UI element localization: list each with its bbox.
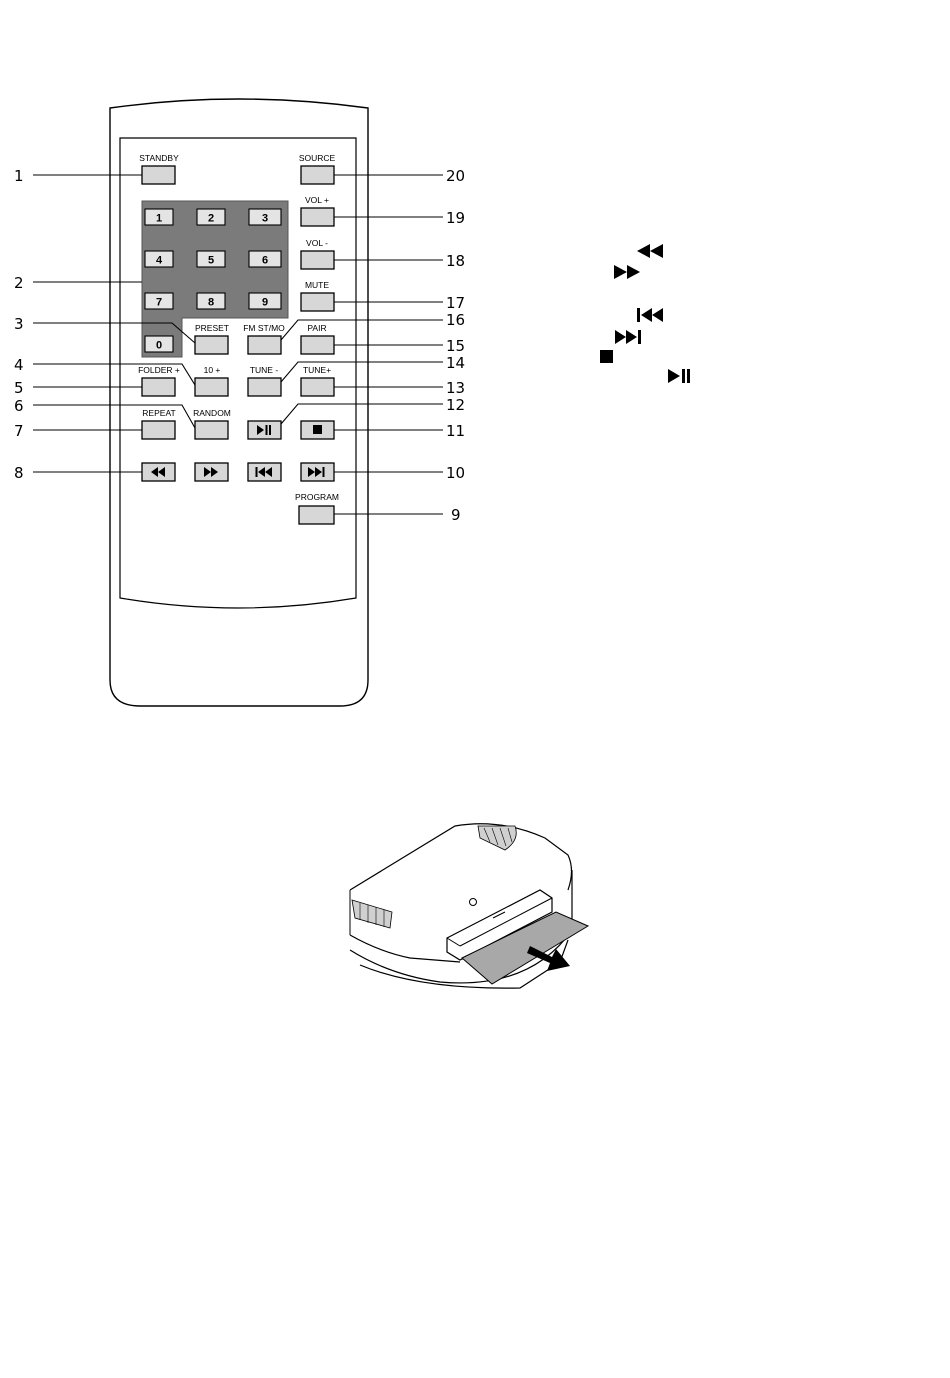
numkey-6[interactable] <box>249 251 281 267</box>
source-label: SOURCE <box>298 153 336 163</box>
random-label: RANDOM <box>193 408 231 418</box>
tune-up-button[interactable] <box>301 365 334 396</box>
program-button[interactable] <box>295 492 339 524</box>
pair-label: PAIR <box>307 323 327 333</box>
symbol-list <box>600 244 690 383</box>
callout-20: 20 <box>446 167 466 185</box>
fast-forward-button[interactable] <box>195 463 228 481</box>
stop-icon <box>600 350 613 363</box>
fm-st-mo-button[interactable] <box>243 323 285 354</box>
svg-text:3: 3 <box>261 212 269 225</box>
program-label: PROGRAM <box>295 492 339 502</box>
callout-9: 9 <box>451 506 461 524</box>
tune-up-label: TUNE+ <box>302 365 332 375</box>
svg-text:7: 7 <box>155 296 163 309</box>
callout-8: 8 <box>14 464 24 482</box>
svg-text:4: 4 <box>155 254 163 267</box>
numkey-2[interactable] <box>197 209 225 225</box>
callout-2: 2 <box>14 274 24 292</box>
mute-label: MUTE <box>304 280 330 290</box>
callout-15: 15 <box>446 337 466 355</box>
svg-text:9: 9 <box>261 296 269 309</box>
previous-track-icon <box>637 308 663 322</box>
callout-18: 18 <box>446 252 466 270</box>
repeat-button[interactable] <box>142 408 176 439</box>
play-pause-icon <box>668 369 690 383</box>
callout-17: 17 <box>446 294 466 312</box>
vol-down-label: VOL - <box>306 238 328 248</box>
numkey-0[interactable] <box>145 336 173 352</box>
rewind-icon <box>637 244 663 258</box>
callout-3: 3 <box>14 315 24 333</box>
random-button[interactable] <box>193 408 231 439</box>
standby-button[interactable] <box>139 153 179 184</box>
vol-up-label: VOL + <box>304 195 330 205</box>
repeat-label: REPEAT <box>142 408 176 418</box>
svg-text:1: 1 <box>155 212 163 225</box>
stop-button[interactable] <box>301 421 334 439</box>
source-button[interactable] <box>299 153 336 184</box>
battery-pull-tab-illustration <box>350 824 588 988</box>
numkey-4[interactable] <box>145 251 173 267</box>
callout-16: 16 <box>446 311 466 329</box>
numkey-5[interactable] <box>197 251 225 267</box>
callout-7: 7 <box>14 422 24 440</box>
numkey-3[interactable] <box>249 209 281 225</box>
folder-up-button[interactable] <box>138 365 180 396</box>
rewind-button[interactable] <box>142 463 175 481</box>
numkey-8[interactable] <box>197 293 225 309</box>
preset-label: PRESET <box>194 323 230 333</box>
svg-text:2: 2 <box>207 212 215 225</box>
remote-body <box>110 99 368 706</box>
numkey-9[interactable] <box>249 293 281 309</box>
preset-button[interactable] <box>195 323 229 354</box>
numkey-1[interactable] <box>145 209 173 225</box>
tune-down-button[interactable] <box>248 365 281 396</box>
previous-track-button[interactable] <box>248 463 281 481</box>
fm-st-mo-label: FM ST/MO <box>243 323 285 333</box>
callout-4: 4 <box>14 356 24 374</box>
svg-text:8: 8 <box>207 296 215 309</box>
callout-5: 5 <box>14 379 24 397</box>
callout-10: 10 <box>446 464 466 482</box>
svg-text:0: 0 <box>155 339 163 352</box>
numkey-7[interactable] <box>145 293 173 309</box>
next-track-button[interactable] <box>301 463 334 481</box>
callout-1: 1 <box>14 167 24 185</box>
folder-up-label: FOLDER + <box>138 365 180 375</box>
next-track-icon <box>615 330 641 344</box>
callout-14: 14 <box>446 354 466 372</box>
callout-13: 13 <box>446 379 466 397</box>
ten-plus-label: 10 + <box>203 365 221 375</box>
callout-6: 6 <box>14 397 24 415</box>
tune-down-label: TUNE - <box>249 365 279 375</box>
standby-label: STANDBY <box>139 153 179 163</box>
fast-forward-icon <box>614 265 640 279</box>
stop-icon <box>313 425 322 434</box>
svg-text:6: 6 <box>261 254 269 267</box>
callout-19: 19 <box>446 209 466 227</box>
play-pause-button[interactable] <box>248 421 281 439</box>
svg-text:5: 5 <box>207 254 215 267</box>
callout-12: 12 <box>446 396 466 414</box>
callout-11: 11 <box>446 422 466 440</box>
